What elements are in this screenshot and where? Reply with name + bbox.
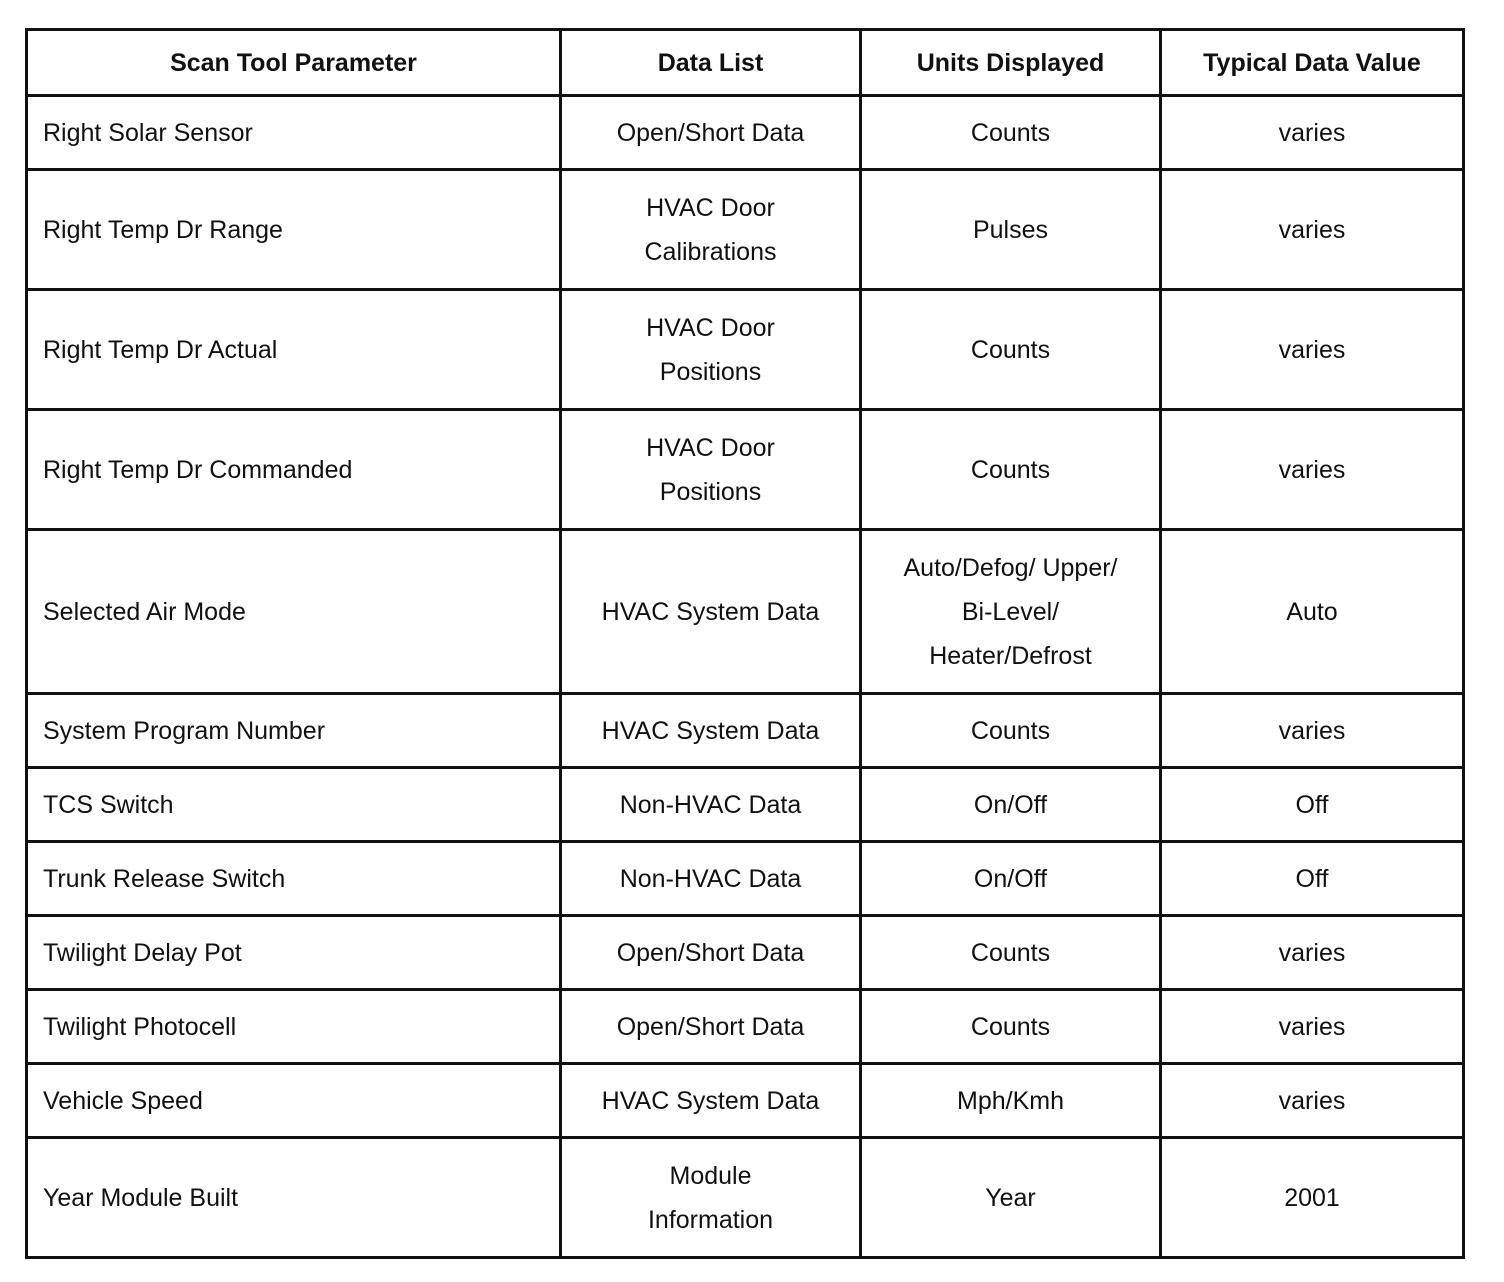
cell-data-list: [561, 530, 861, 694]
table-row: [27, 916, 1464, 990]
cell-units-displayed: [861, 410, 1161, 530]
cell-typical-data-value: varies: [1161, 990, 1464, 1064]
table-body: [27, 96, 1464, 1258]
units-line: On/Off: [973, 790, 1048, 819]
data-list-line: Open/Short Data: [616, 1012, 805, 1041]
data-list-line: Module: [669, 1161, 752, 1190]
cell-data-list: [561, 916, 861, 990]
units-line: Counts: [970, 716, 1051, 745]
table-row: [27, 530, 1464, 694]
table-header: [27, 30, 1464, 96]
cell-scan-tool-parameter: Right Solar Sensor: [27, 96, 561, 170]
data-list-line: Positions: [659, 357, 762, 386]
cell-data-list: [561, 1138, 861, 1258]
units-line: Counts: [970, 335, 1051, 364]
cell-scan-tool-parameter: Right Temp Dr Range: [27, 170, 561, 290]
units-line: Counts: [970, 455, 1051, 484]
cell-typical-data-value: varies: [1161, 170, 1464, 290]
table-row: [27, 768, 1464, 842]
cell-scan-tool-parameter: Twilight Photocell: [27, 990, 561, 1064]
data-list-line: Non-HVAC Data: [619, 864, 802, 893]
units-line: Pulses: [972, 215, 1049, 244]
cell-typical-data-value: varies: [1161, 1064, 1464, 1138]
units-line: Mph/Kmh: [957, 1086, 1064, 1115]
cell-scan-tool-parameter: Right Temp Dr Actual: [27, 290, 561, 410]
cell-units-displayed: [861, 990, 1161, 1064]
scan-tool-data-table: [25, 28, 1465, 1259]
cell-units-displayed: [861, 1138, 1161, 1258]
data-list-line: Open/Short Data: [616, 118, 805, 147]
header-typical-data-value: Typical Data Value: [1161, 30, 1464, 96]
cell-typical-data-value: Off: [1161, 842, 1464, 916]
units-line: Bi-Level/: [961, 597, 1060, 626]
data-list-line: Information: [647, 1205, 774, 1234]
cell-data-list: [561, 170, 861, 290]
cell-scan-tool-parameter: Vehicle Speed: [27, 1064, 561, 1138]
cell-scan-tool-parameter: Trunk Release Switch: [27, 842, 561, 916]
cell-data-list: [561, 96, 861, 170]
table-row: [27, 990, 1464, 1064]
cell-typical-data-value: Auto: [1161, 530, 1464, 694]
units-line: Auto/Defog/ Upper/: [903, 553, 1118, 582]
units-line: Counts: [970, 118, 1051, 147]
cell-data-list: [561, 694, 861, 768]
cell-scan-tool-parameter: Selected Air Mode: [27, 530, 561, 694]
cell-scan-tool-parameter: Year Module Built: [27, 1138, 561, 1258]
table-row: [27, 842, 1464, 916]
cell-units-displayed: [861, 842, 1161, 916]
cell-units-displayed: [861, 96, 1161, 170]
units-line: On/Off: [973, 864, 1048, 893]
cell-data-list: [561, 990, 861, 1064]
table-row: [27, 1138, 1464, 1258]
cell-units-displayed: [861, 290, 1161, 410]
cell-data-list: [561, 1064, 861, 1138]
cell-units-displayed: [861, 530, 1161, 694]
header-data-list: Data List: [561, 30, 861, 96]
cell-units-displayed: [861, 1064, 1161, 1138]
cell-scan-tool-parameter: Right Temp Dr Commanded: [27, 410, 561, 530]
cell-units-displayed: [861, 170, 1161, 290]
data-list-line: HVAC System Data: [601, 597, 820, 626]
table-row: [27, 96, 1464, 170]
cell-data-list: [561, 290, 861, 410]
data-list-line: Open/Short Data: [616, 938, 805, 967]
cell-units-displayed: [861, 768, 1161, 842]
units-line: Counts: [970, 1012, 1051, 1041]
table-row: [27, 290, 1464, 410]
cell-typical-data-value: varies: [1161, 694, 1464, 768]
table-row: [27, 170, 1464, 290]
header-scan-tool-parameter: Scan Tool Parameter: [27, 30, 561, 96]
cell-typical-data-value: varies: [1161, 410, 1464, 530]
units-line: Year: [985, 1183, 1036, 1212]
table-row: [27, 410, 1464, 530]
cell-typical-data-value: 2001: [1161, 1138, 1464, 1258]
cell-data-list: [561, 768, 861, 842]
data-list-line: HVAC System Data: [601, 1086, 820, 1115]
cell-units-displayed: [861, 694, 1161, 768]
cell-typical-data-value: Off: [1161, 768, 1464, 842]
cell-data-list: [561, 842, 861, 916]
units-line: Counts: [970, 938, 1051, 967]
data-list-line: HVAC Door: [646, 433, 775, 462]
cell-units-displayed: [861, 916, 1161, 990]
cell-typical-data-value: varies: [1161, 96, 1464, 170]
data-list-line: HVAC Door: [646, 193, 775, 222]
table-row: [27, 694, 1464, 768]
header-row: [27, 30, 1464, 96]
header-units-displayed: Units Displayed: [861, 30, 1161, 96]
data-list-line: HVAC System Data: [601, 716, 820, 745]
cell-data-list: [561, 410, 861, 530]
data-list-line: HVAC Door: [646, 313, 775, 342]
data-list-line: Positions: [659, 477, 762, 506]
data-list-line: Calibrations: [644, 237, 777, 266]
cell-typical-data-value: varies: [1161, 290, 1464, 410]
cell-scan-tool-parameter: Twilight Delay Pot: [27, 916, 561, 990]
units-line: Heater/Defrost: [929, 641, 1092, 670]
table-row: [27, 1064, 1464, 1138]
cell-typical-data-value: varies: [1161, 916, 1464, 990]
data-list-line: Non-HVAC Data: [619, 790, 802, 819]
cell-scan-tool-parameter: TCS Switch: [27, 768, 561, 842]
cell-scan-tool-parameter: System Program Number: [27, 694, 561, 768]
